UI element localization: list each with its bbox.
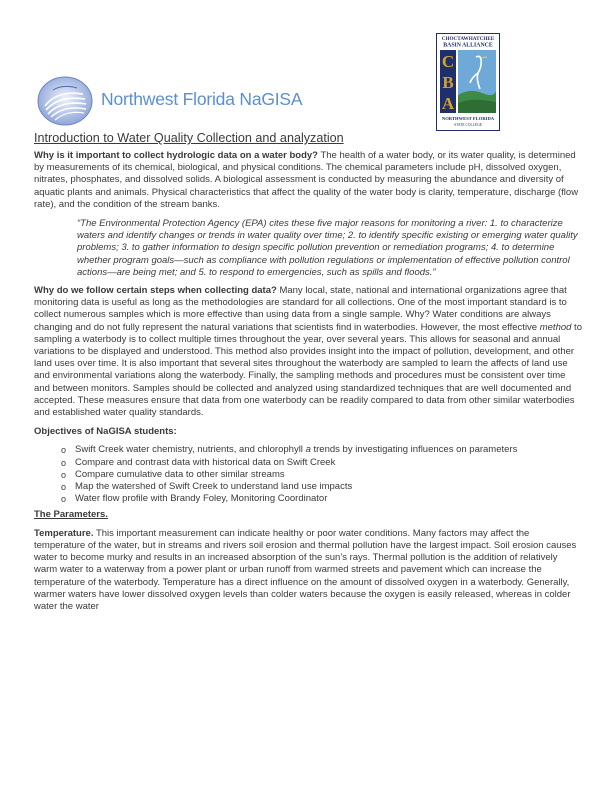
methods-question: Why do we follow certain steps when collecting data? [34,285,277,297]
objective-text: Compare cumulative data to other similar streams [75,468,285,480]
intro-body: The health of a water body, or its water quality, is determined by measurements of its chemical, biological, and physical conditions. The chemical parameters include pH, dissolved oxygen, nitrates, phosphates, and dissolved solids. A biological assessment is conducted by measuring the abundance and diversity of aquatic plants and animals. Physical characteristics that affect the quality of the water body is clarity, temperature, discharge (flow rate), and the condition of the stream banks. [34,150,579,210]
cba-top-text: CHOCTAWHATCHEE [441,36,495,42]
methods-body-1: Many local, state, national and international organizations agree that monitoring data is useful as long as the methodologies are standard for all collections. One of the most important standard is to collect numerous samples which is more effective than using data from a single sample. Why? Water conditions are always changing and do not fully represent the natural variations that scientists find in waterbodies. However, the most effective [34,285,567,333]
temperature-body: This important measurement can indicate healthy or poor water conditions. Many factors may affect the temperature of the water, but in streams and rivers soil erosion and thermal pollution have the largest impact. Soil erosion causes water to become murky and results in an increased absorption of the sun’s rays. Thermal pollution is the addition of relatively warm water to a waterway from a power plant or urban runoff from warmed streets and pavement which can increase the temperature of the waterbody. Temperature has a direct influence on the amount of dissolved oxygen in a waterbody. Generally, warmer waters have lower dissolved oxygen levels than colder waters because the oxygen is easily released, whereas in colder water the water [34,527,577,612]
list-item [61,457,563,469]
objectives-list [34,444,582,505]
method-emphasis: method [539,321,572,333]
cba-top-text-2: BASIN ALLIANCE [443,42,493,49]
cba-bottom-text: NORTHWEST FLORIDA [441,116,495,121]
intro-paragraph [34,150,582,211]
objective-emphasis: a [305,444,311,456]
document-title: Introduction to Water Quality Collection and analyzation [34,131,344,145]
objective-text: Compare and contrast data with historical data on Swift Creek [75,456,336,468]
document-body [34,130,582,620]
list-item [61,469,563,481]
intro-question: Why is it important to collect hydrologic data on a water body? [34,150,318,161]
parameters-heading: The Parameters. [34,509,108,521]
temperature-paragraph [34,528,582,613]
cba-bottom-text-2: STATE COLLEGE [454,123,482,127]
bullet-icon: o [61,445,67,456]
bullet-icon: o [61,482,67,493]
methods-paragraph [34,285,582,419]
objective-text: Water flow profile with Brandy Foley, Monitoring Coordinator [75,493,328,505]
cba-letter-c: C [441,52,455,71]
objective-text: trends by investigating influences on parameters [310,444,518,456]
cba-letter-a: A [441,94,455,113]
nagisa-logo-icon [37,76,95,126]
organization-title: Northwest Florida NaGISA [101,89,303,109]
epa-quote: “The Environmental Protection Agency (EPA) cites these five major reasons for monitoring a river: 1. to characterize waters and identify changes or trends in water quality over time; 2. to identify specific existing or emerging water quality problems; 3. to gather information to design specific pollution prevention or remediation programs; 4. to determine whether program goals—such as compliance with pollution regulations or implementation of effective pollution control actions—are being met; and 5. to respond to emergencies, such as spills and floods.” [77,218,578,278]
bullet-icon: o [61,494,67,505]
objectives-heading: Objectives of NaGISA students: [34,426,177,438]
choctawhatchee-basin-alliance-logo [436,33,500,131]
methods-body-2: to sampling a waterbody is to collect multiple times throughout the year, over several years. This allows for seasonal and annual variations to be displayed and understood. This method also provides insight into the impact of pollution, development, and other land uses over time. It is also important that several sites throughout the waterbody are sampled to learn the affects of land use and environmental variations along the waterbody. Finally, the sampling methods and procedures must be consistent over time and between monitors. Samples should be collected and analyzed using standardized techniques that are well documented and accepted. These measures ensure that data from one waterbody can be readily compared to data from other similar waterbodies and established water quality standards. [34,321,582,419]
objective-text: Swift Creek water chemistry, nutrients, and chlorophyll [75,444,306,456]
objective-text: Map the watershed of Swift Creek to understand land use impacts [75,481,353,493]
page-header [0,0,612,128]
list-item [61,481,563,493]
temperature-lead: Temperature. [34,527,94,539]
list-item [61,493,563,505]
bullet-icon: o [61,469,67,480]
bullet-icon: o [61,457,67,468]
list-item [61,444,563,456]
cba-letter-b: B [442,73,454,92]
